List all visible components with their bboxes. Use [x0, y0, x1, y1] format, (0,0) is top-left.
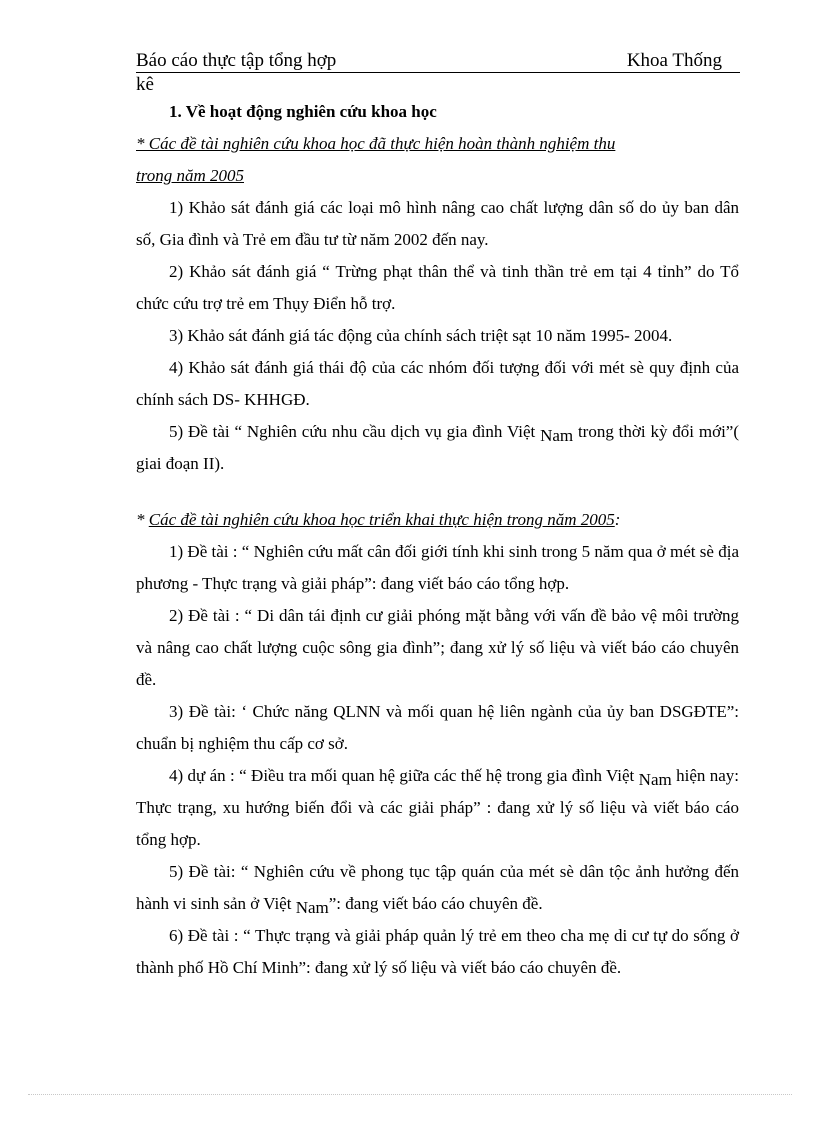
- header-right-title: Khoa Thống: [626, 50, 722, 71]
- ongoing-item-4: 4) dự án : “ Điều tra mối quan hệ giữa các thế hệ trong gia đình Việt Nam hiện nay: Thực trạng, xu hướng biến đổi và các giải pháp” : đang xử lý số liệu và viết báo cáo tổng hợp.: [136, 766, 740, 849]
- ongoing-item-3: 3) Đề tài: ‘ Chức năng QLNN và mối quan hệ liên ngành của ủy ban DSGĐTE”: chuẩn bị nghiệm thu cấp cơ sở.: [136, 702, 739, 753]
- page-header: [136, 50, 740, 73]
- header-left-title: Báo cáo thực tập tổng hợp: [136, 50, 337, 71]
- nam-word: Nam: [638, 770, 672, 789]
- completed-heading-line1: * Các đề tài nghiên cứu khoa học đã thực hiện hoàn thành nghiệm thu: [136, 134, 616, 153]
- ongoing-item-5: 5) Đề tài: “ Nghiên cứu về phong tục tập quán của mét sè dân tộc ảnh hưởng đến hành vi sinh sản ở Việt Nam”: đang viết báo cáo chuyên đề.: [136, 862, 739, 917]
- ongoing-item-6: 6) Đề tài : “ Thực trạng và giải pháp quản lý trẻ em theo cha mẹ di cư tự do sống ở thành phố Hồ Chí Minh”: đang xử lý số liệu và viết báo cáo chuyên đề.: [136, 926, 739, 977]
- section-title: 1. Về hoạt động nghiên cứu khoa học: [169, 102, 437, 121]
- completed-item-1: 1) Khảo sát đánh giá các loại mô hình nâng cao chất lượng dân số do ủy ban dân số, Gia đình và Trẻ em đầu tư từ năm 2002 đến nay.: [136, 198, 739, 249]
- completed-heading-line2: trong năm 2005: [136, 166, 244, 185]
- ongoing-item-1: 1) Đề tài : “ Nghiên cứu mất cân đối giới tính khi sinh trong 5 năm qua ở mét sè địa phương - Thực trạng và giải pháp”: đang viết báo cáo tổng hợp.: [136, 542, 739, 593]
- page-bottom-divider: [28, 1094, 792, 1095]
- nam-word: Nam: [540, 426, 574, 445]
- header-continuation: kê: [136, 74, 154, 95]
- document-body: [136, 96, 739, 984]
- completed-item-4: 4) Khảo sát đánh giá thái độ của các nhóm đối tượng đối với mét sè quy định của chính sách DS- KHHGĐ.: [136, 358, 739, 409]
- completed-item-2: 2) Khảo sát đánh giá “ Trừng phạt thân thể và tinh thần trẻ em tại 4 tỉnh” do Tổ chức cứu trợ trẻ em Thụy Điển hỗ trợ.: [136, 262, 739, 313]
- ongoing-heading: * Các đề tài nghiên cứu khoa học triển khai thực hiện trong năm 2005:: [136, 510, 621, 529]
- completed-item-3: 3) Khảo sát đánh giá tác động của chính sách triệt sạt 10 năm 1995- 2004.: [169, 326, 673, 345]
- nam-word: Nam: [295, 898, 329, 917]
- ongoing-item-2: 2) Đề tài : “ Di dân tái định cư giải phóng mặt bằng với vấn đề bảo vệ môi trường và nâng cao chất lượng cuộc sông gia đình”; đang xử lý số liệu và viết báo cáo chuyên đề.: [136, 606, 739, 689]
- completed-item-5: 5) Đề tài “ Nghiên cứu nhu cầu dịch vụ gia đình Việt Nam trong thời kỳ đổi mới”( giai đoạn II).: [136, 422, 740, 473]
